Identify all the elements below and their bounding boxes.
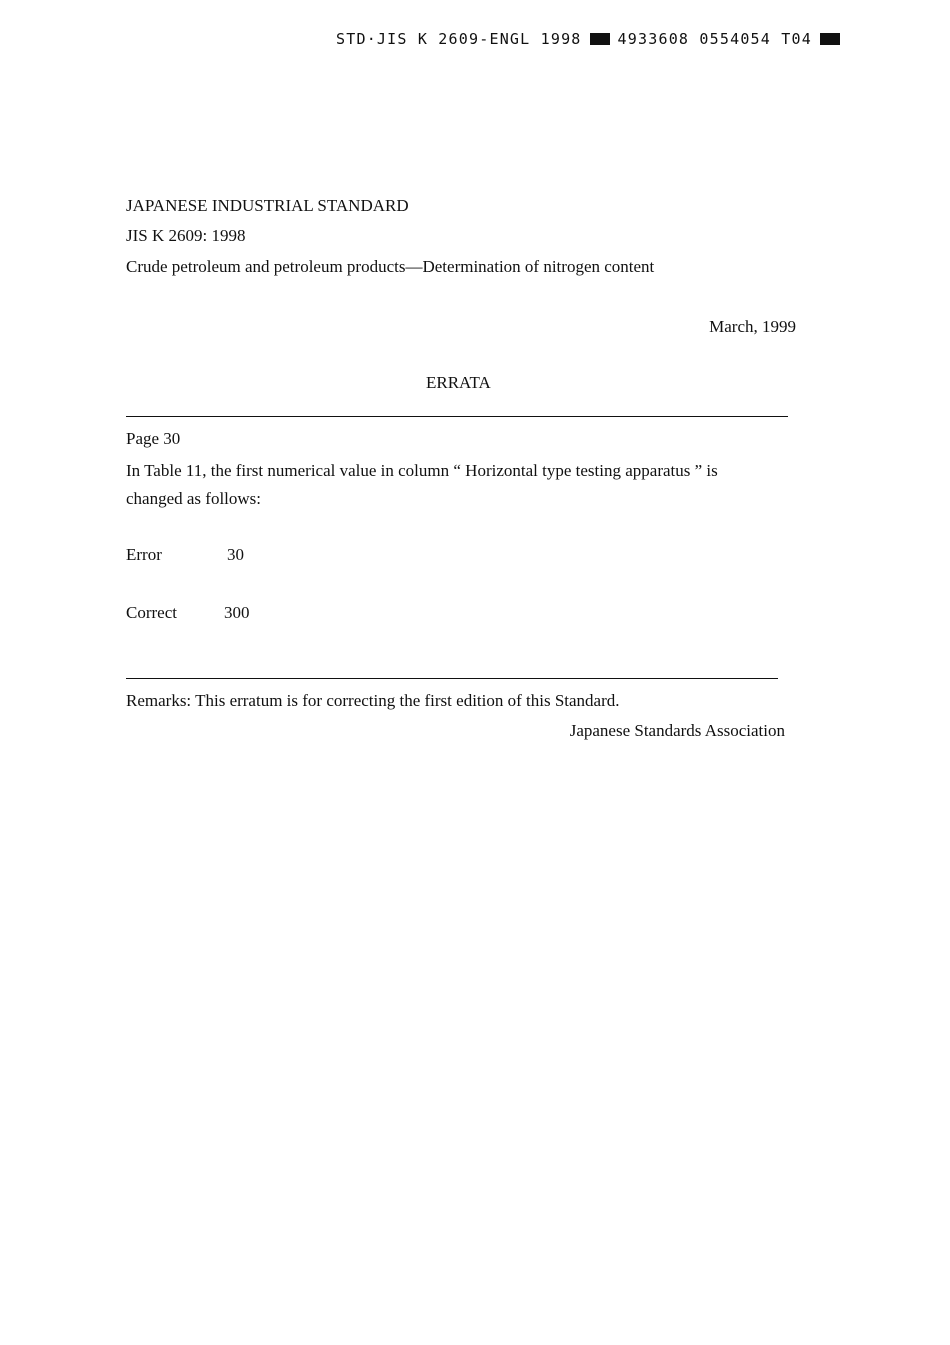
top-divider — [126, 416, 788, 417]
document-code-header — [336, 30, 848, 48]
publisher-name: Japanese Standards Association — [569, 721, 785, 740]
correct-value: 300 — [224, 603, 250, 622]
section-title: ERRATA — [426, 373, 491, 392]
document-serial-text: 4933608 0554054 T04 — [617, 30, 812, 48]
page-reference: Page 30 — [126, 429, 181, 448]
correct-label: Correct — [126, 603, 177, 622]
document-code-text: STD·JIS K 2609-ENGL 1998 — [336, 30, 582, 48]
standard-title: Crude petroleum and petroleum products—Determination of nitrogen content — [126, 257, 655, 276]
errata-description-line2: changed as follows: — [126, 489, 262, 508]
errata-description-line1: In Table 11, the first numerical value in column “ Horizontal type testing apparatus ” is — [126, 461, 718, 480]
black-block-mark — [590, 33, 610, 45]
error-label: Error — [126, 545, 162, 564]
issue-date: March, 1999 — [709, 317, 796, 336]
bottom-divider — [126, 678, 778, 679]
error-value: 30 — [227, 545, 244, 564]
remarks-text: Remarks: This erratum is for correcting the first edition of this Standard. — [126, 691, 620, 710]
standard-number: JIS K 2609: 1998 — [126, 226, 246, 245]
org-heading: JAPANESE INDUSTRIAL STANDARD — [126, 196, 409, 215]
black-block-mark — [820, 33, 840, 45]
